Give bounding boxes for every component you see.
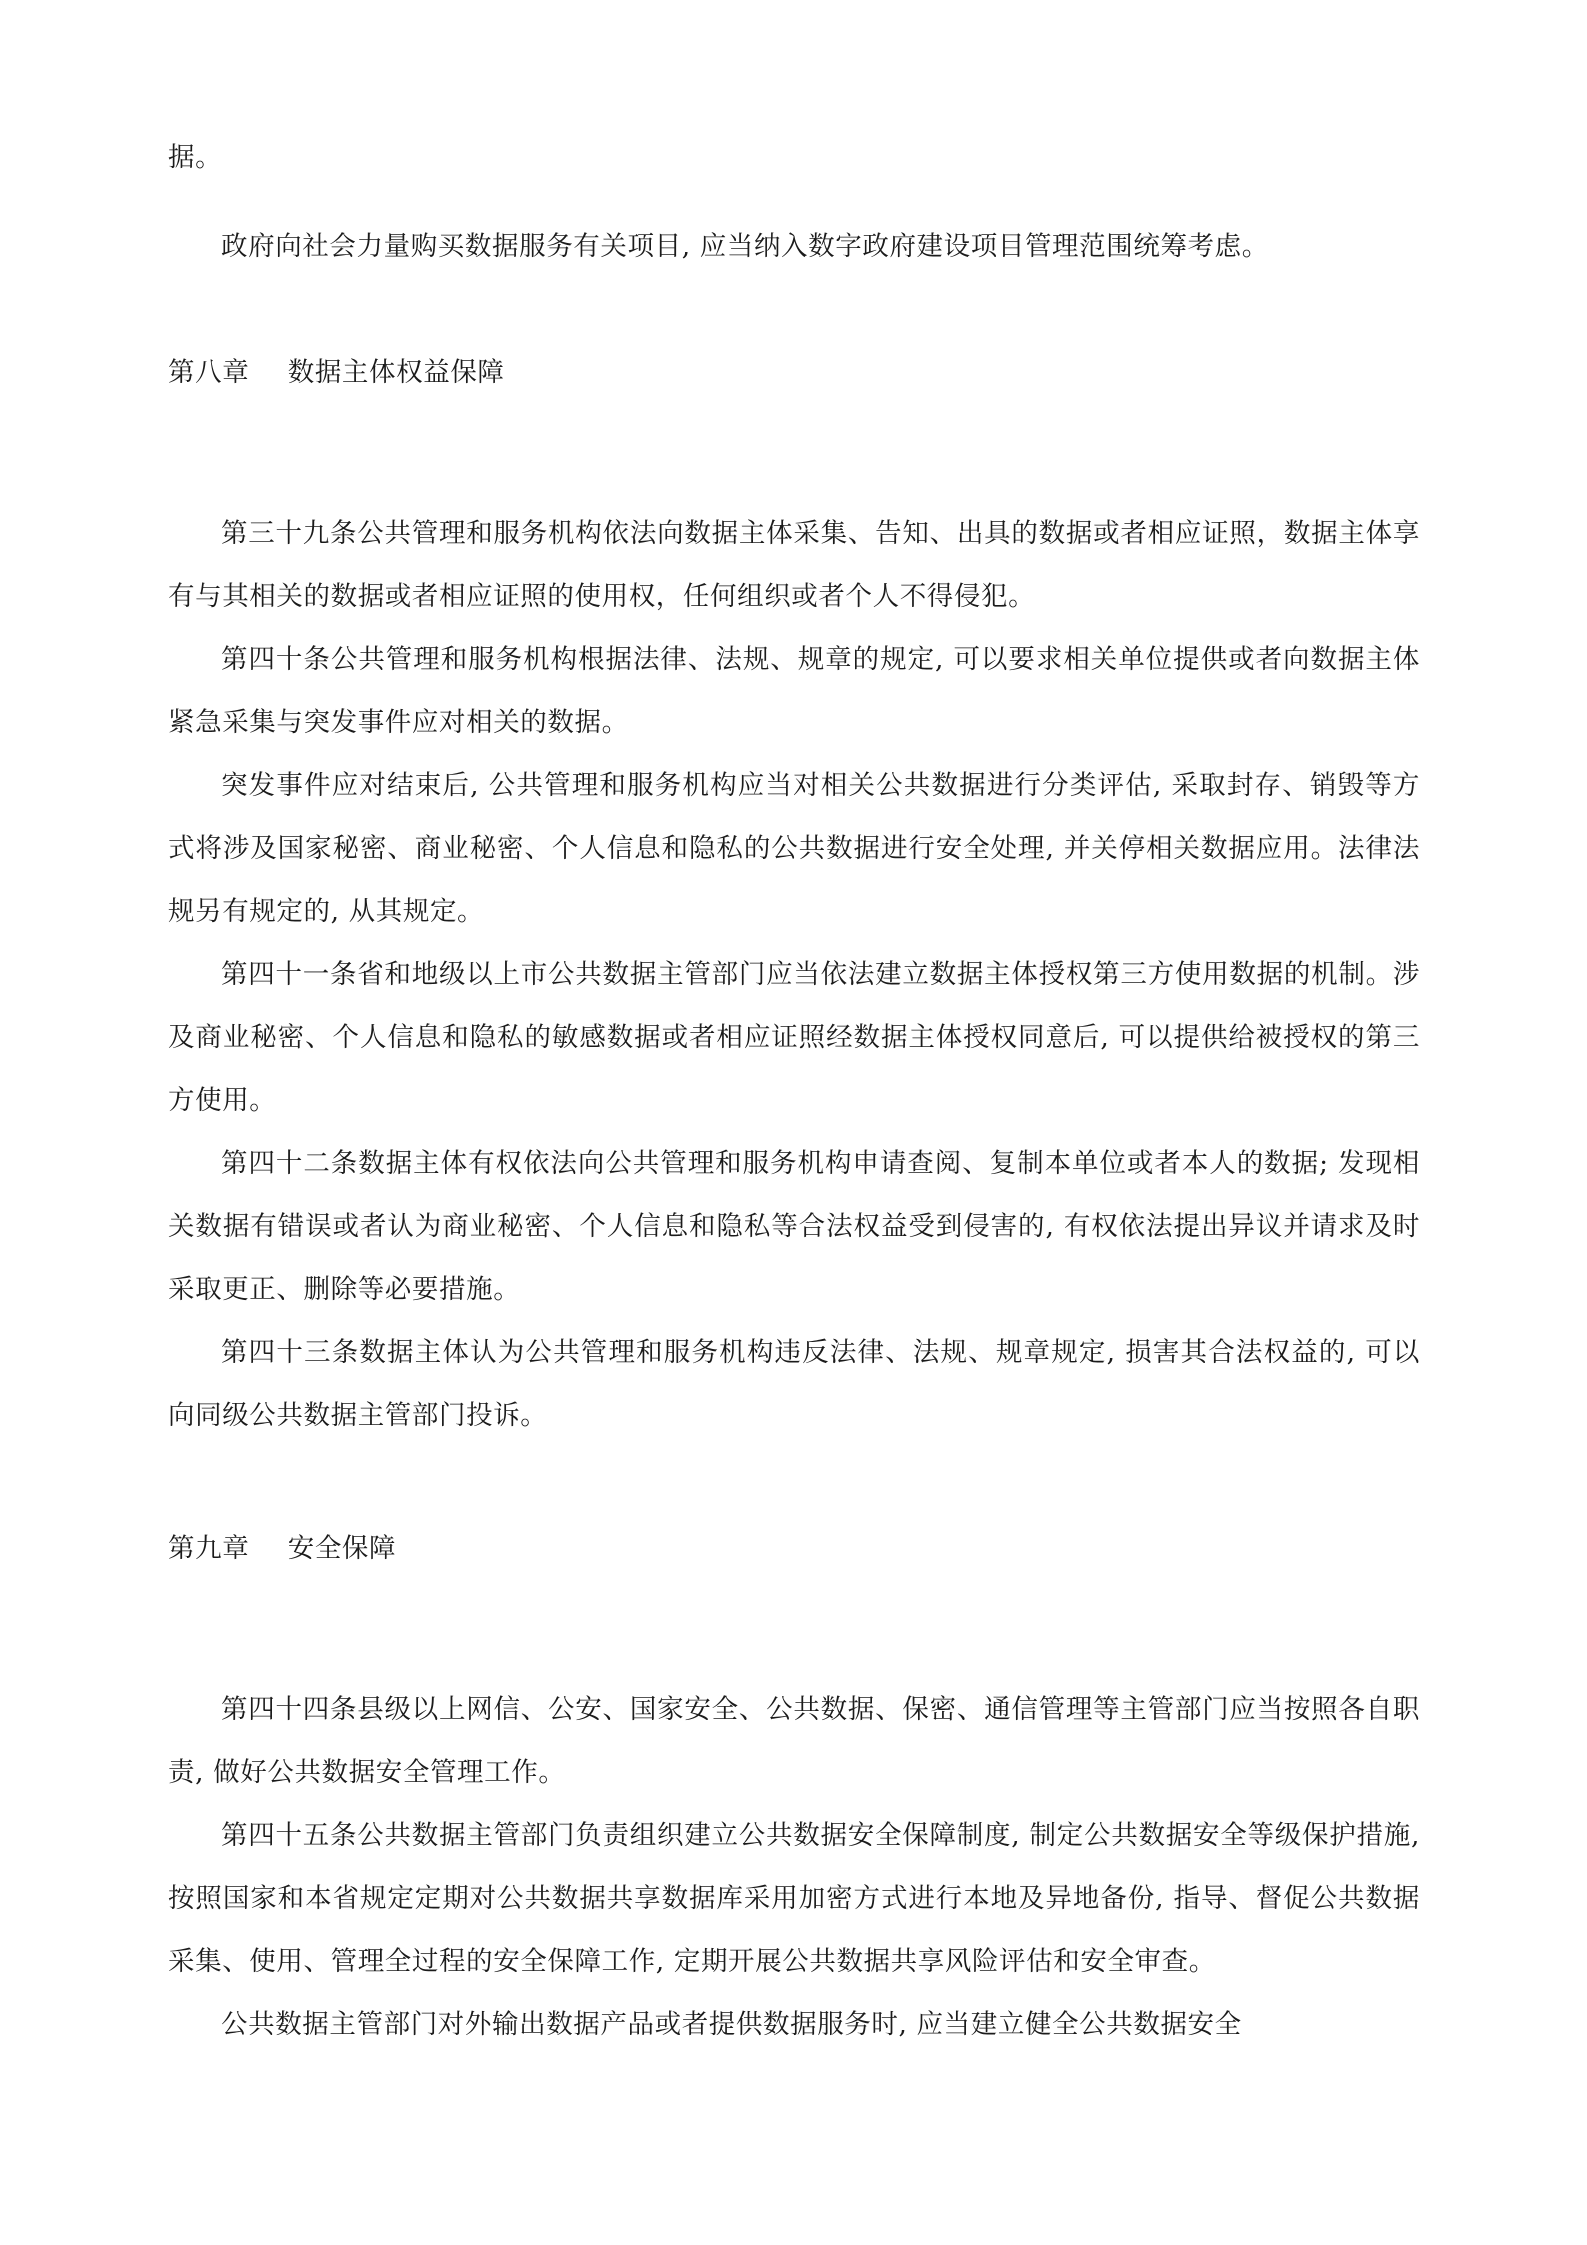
article-number: 第四十条 [221, 644, 331, 675]
spacer [168, 1447, 1420, 1517]
page-body [168, 126, 1420, 2056]
article-40 [168, 628, 1420, 754]
article-text: 公共数据主管部门负责组织建立公共数据安全保障制度, 制定公共数据安全等级保护措施, 按照国家和本省规定定期对公共数据共享数据库采用加密方式进行本地及异地备份, 指导、督促公共数据采集、使用、管理全过程的安全保障工作, 定期开展公共数据共享风险评估和安全审查。 [168, 1820, 1421, 1977]
article-40-paragraph-2: 突发事件应对结束后, 公共管理和服务机构应当对相关公共数据进行分类评估, 采取封存、销毁等方式将涉及国家秘密、商业秘密、个人信息和隐私的公共数据进行安全处理, 并关停相关数据应用。法律法规另有规定的, 从其规定。 [168, 770, 1420, 927]
spacer [168, 1580, 1420, 1678]
article-text: 省和地级以上市公共数据主管部门应当依法建立数据主体授权第三方使用数据的机制。涉及商业秘密、个人信息和隐私的敏感数据或者相应证照经数据主体授权同意后, 可以提供给被授权的第三方使用。 [168, 959, 1421, 1116]
article-number: 第三十九条 [221, 518, 358, 549]
article-text: 数据主体认为公共管理和服务机构违反法律、法规、规章规定, 损害其合法权益的, 可以向同级公共数据主管部门投诉。 [168, 1337, 1420, 1431]
article-45-paragraph-2: 公共数据主管部门对外输出数据产品或者提供数据服务时, 应当建立健全公共数据安全 [221, 2009, 1242, 2040]
article-text: 数据主体有权依法向公共管理和服务机构申请查阅、复制本单位或者本人的数据; 发现相关数据有错误或者认为商业秘密、个人信息和隐私等合法权益受到侵害的, 有权依法提出异议并请求及时采取更正、删除等必要措施。 [168, 1148, 1420, 1305]
spacer [168, 189, 1420, 215]
carryover-line: 据。 [168, 142, 223, 173]
chapter-title: 数据主体权益保障 [287, 357, 505, 388]
article-42 [168, 1132, 1420, 1321]
article-text: 公共管理和服务机构依法向数据主体采集、告知、出具的数据或者相应证照，数据主体享有与其相关的数据或者相应证照的使用权，任何组织或者个人不得侵犯。 [168, 518, 1421, 612]
article-44 [168, 1678, 1420, 1804]
spacer [168, 404, 1420, 502]
chapter-title: 安全保障 [287, 1533, 397, 1564]
chapter-heading-8 [168, 341, 1420, 404]
article-45 [168, 1804, 1420, 1993]
paragraph-government-purchase: 政府向社会力量购买数据服务有关项目, 应当纳入数字政府建设项目管理范围统筹考虑。 [221, 231, 1269, 262]
chapter-number: 第九章 [168, 1533, 250, 1564]
article-number: 第四十三条 [221, 1337, 360, 1368]
chapter-number: 第八章 [168, 357, 250, 388]
article-41 [168, 943, 1420, 1132]
chapter-heading-9 [168, 1517, 1420, 1580]
article-number: 第四十一条 [221, 959, 358, 990]
article-text: 县级以上网信、公安、国家安全、公共数据、保密、通信管理等主管部门应当按照各自职责, 做好公共数据安全管理工作。 [168, 1694, 1421, 1788]
article-number: 第四十四条 [221, 1694, 358, 1725]
spacer [168, 278, 1420, 341]
article-number: 第四十五条 [221, 1820, 358, 1851]
article-text: 公共管理和服务机构根据法律、法规、规章的规定, 可以要求相关单位提供或者向数据主体紧急采集与突发事件应对相关的数据。 [168, 644, 1420, 738]
article-number: 第四十二条 [221, 1148, 359, 1179]
article-39 [168, 502, 1420, 628]
article-43 [168, 1321, 1420, 1447]
